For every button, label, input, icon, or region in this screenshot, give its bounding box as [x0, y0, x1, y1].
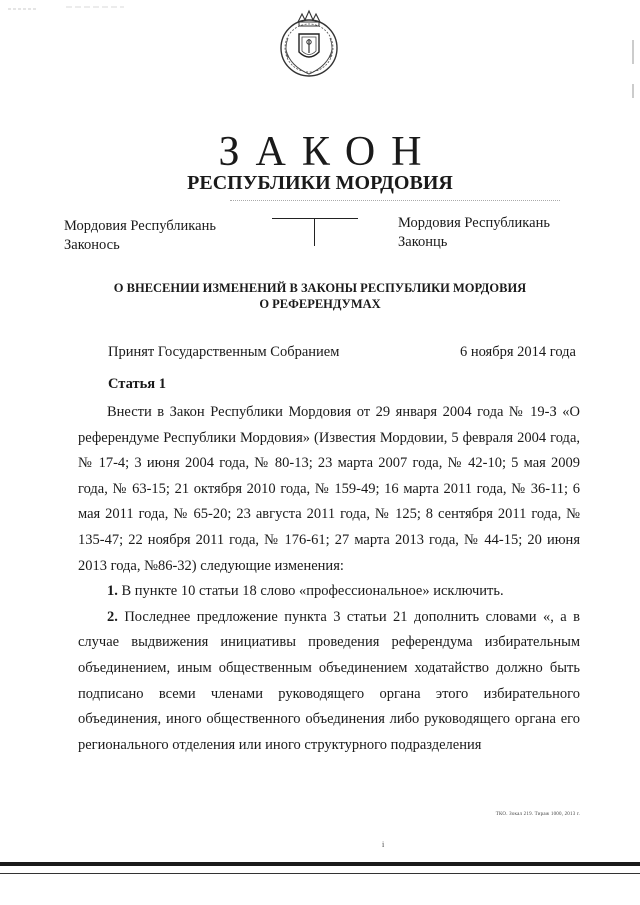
adoption-label: Принят Государственным Собранием [108, 344, 340, 360]
item-number: 1. [107, 583, 118, 600]
page-mark: i [382, 840, 385, 849]
erzyan-name [398, 214, 550, 252]
adoption-line [108, 343, 576, 361]
article-intro-paragraph: Внести в Закон Республики Мордовия от 29 января 2004 года № 19-З «О референдуме Республики Мордовия» (Известия Мордовии, 5 февраля 2004 года, № 17-4; 3 июня 2004 года, № 80-13; 23 марта 2007 года, № 42-10; 5 мая 2009 года, № 63-15; 21 октября 2010 года, № 159-49; 16 марта 2011 года, № 36-11; 6 мая 2011 года, № 65-20; 23 августа 2011 года, № 125; 8 сентября 2011 года, № 135-47; 22 ноября 2011 года, № 176-61; 27 марта 2013 года, № 44-15; 20 июня 2013 года, №86-32) следующие изменения: [78, 404, 580, 574]
law-title-line-1: О ВНЕСЕНИИ ИЗМЕНЕНИЙ В ЗАКОНЫ РЕСПУБЛИКИ МОРДОВИЯ [113, 281, 527, 295]
article-heading: Статья 1 [108, 376, 166, 392]
mokshan-name-line-1: Мордовия Республикань [64, 218, 216, 234]
republic-subtitle: РЕСПУБЛИКИ МОРДОВИЯ [187, 172, 453, 194]
item-text: Последнее предложение пункта 3 статьи 21 дополнить словами «, а в случае выдвижения инициативы проведения референдума избирательным объединением, иным общественным объединением ходатайство должно быть подписано всеми членами руководящего органа этого избирательного объединения, иного общественного объединения либо руководящего органа его регионального отделения или иного структурного подразделения [78, 608, 581, 753]
scan-dotted-line [230, 200, 560, 203]
scan-artifact [6, 4, 126, 14]
article-item [78, 579, 580, 605]
scan-artifact [630, 40, 636, 100]
law-heading: ЗАКОН [218, 129, 438, 175]
footer-rule [0, 862, 640, 866]
footer-rule-thin [0, 873, 640, 874]
erzyan-name-line-1: Мордовия Республикань [398, 215, 550, 231]
erzyan-name-line-2: Законць [398, 234, 448, 250]
mokshan-name-line-2: Законось [64, 237, 120, 253]
mokshan-name [64, 217, 216, 255]
law-title [80, 280, 560, 312]
separator-horizontal [272, 218, 358, 219]
adoption-date: 6 ноября 2014 года [459, 344, 576, 360]
article-body [78, 400, 580, 758]
article-item [78, 605, 580, 759]
law-title-line-2: О РЕФЕРЕНДУМАХ [259, 297, 381, 311]
item-number: 2. [107, 608, 118, 625]
coat-of-arms-emblem [272, 8, 346, 82]
print-mark: ТКО. Зокал 219. Тираж 1000, 2013 г. [495, 812, 580, 817]
item-text: В пункте 10 статьи 18 слово «профессиональное» исключить. [121, 583, 504, 600]
separator-vertical [314, 218, 315, 246]
